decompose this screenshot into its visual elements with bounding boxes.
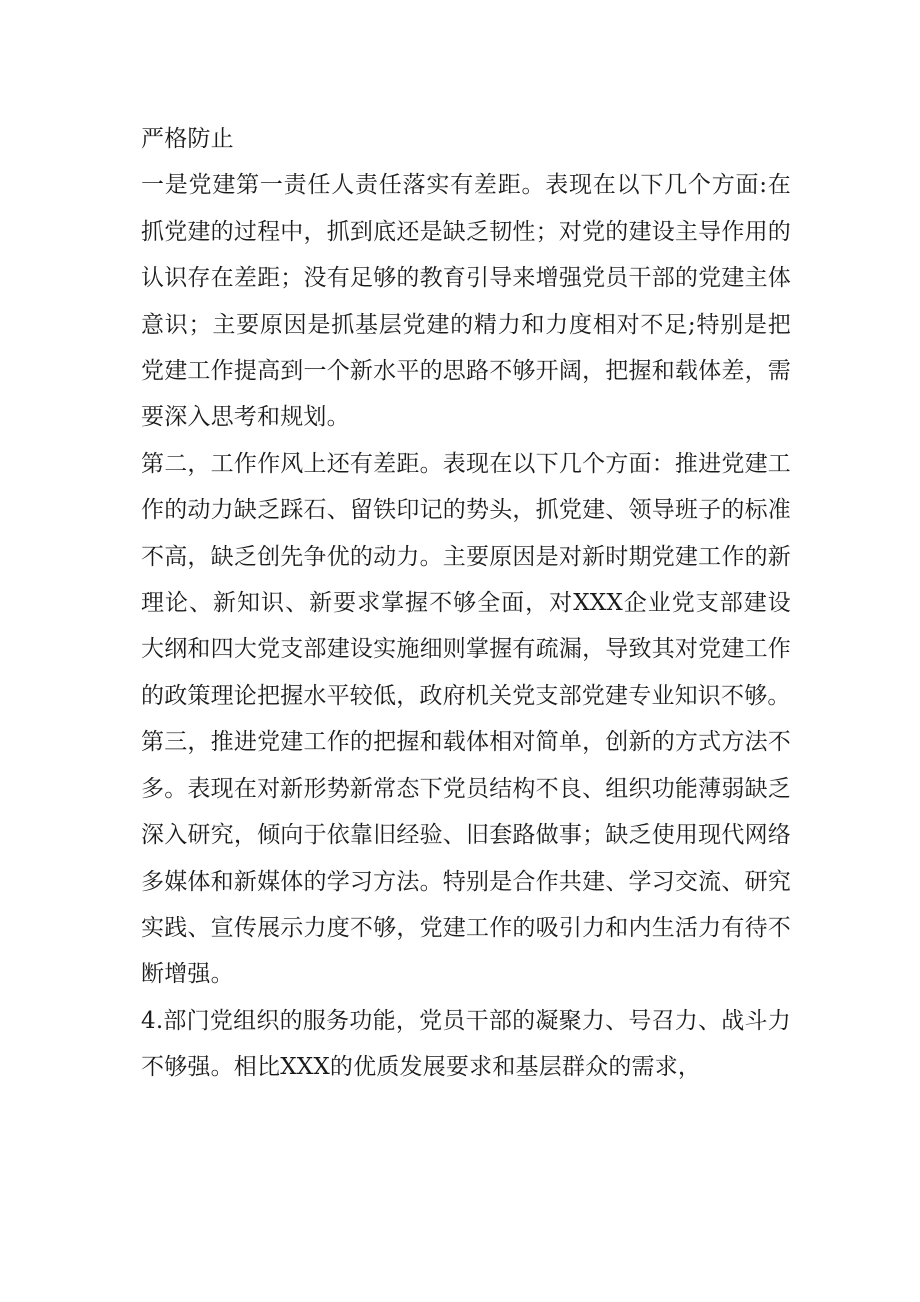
paragraph-heading-fragment: 严格防止 — [141, 126, 234, 152]
paragraph-fourth-issue: 4.部门党组织的服务功能，党员干部的凝聚力、号召力、战斗力不够强。相比XXX的优质发展要求和基层群众的需求， — [141, 1007, 791, 1081]
paragraph-third-issue: 第三，推进党建工作的把握和载体相对简单，创新的方式方法不多。表现在对新形势新常态下党员结构不良、组织功能薄弱缺乏深入研究，倾向于依靠旧经验、旧套路做事；缺乏使用现代网络多媒体和新媒体的学习方法。特别是合作共建、学习交流、研究实践、宣传展示力度不够，党建工作的吸引力和内生活力有待不断增强。 — [141, 729, 791, 988]
paragraph-second-issue: 第二，工作作风上还有差距。表现在以下几个方面：推进党建工作的动力缺乏踩石、留铁印记的势头，抓党建、领导班子的标准不高，缺乏创先争优的动力。主要原因是对新时期党建工作的新理论、新知识、新要求掌握不够全面，对XXX企业党支部建设大纲和四大党支部建设实施细则掌握有疏漏，导致其对党建工作的政策理论把握水平较低，政府机关党支部党建专业知识不够。 — [141, 450, 791, 709]
document-body — [141, 116, 791, 1091]
paragraph-first-issue: 一是党建第一责任人责任落实有差距。表现在以下几个方面:在抓党建的过程中，抓到底还是缺乏韧性；对党的建设主导作用的认识存在差距；没有足够的教育引导来增强党员干部的党建主体意识；主要原因是抓基层党建的精力和力度相对不足;特别是把党建工作提高到一个新水平的思路不够开阔，把握和载体差，需要深入思考和规划。 — [141, 172, 791, 431]
